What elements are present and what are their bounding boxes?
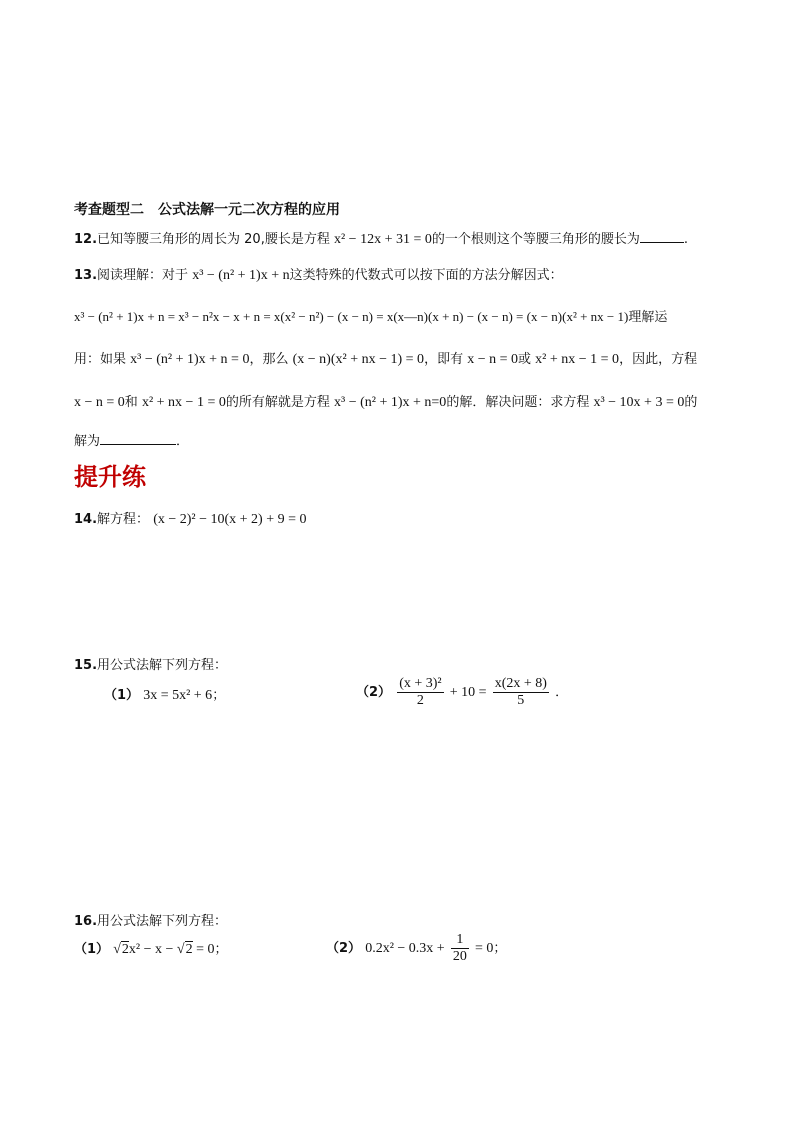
question-text: 解方程： xyxy=(97,512,150,527)
equation-part: = 0 xyxy=(196,942,215,957)
fraction-denominator: 2 xyxy=(416,693,424,708)
equation: + 10 = xyxy=(449,685,487,700)
fraction-numerator: (x + 3)² xyxy=(399,676,442,691)
equation: (x − 2)² − 10(x + 2) + 9 = 0 xyxy=(153,512,307,527)
question-text: 和 xyxy=(124,395,138,410)
question-text: 用：如果 xyxy=(74,352,127,367)
fraction xyxy=(493,676,549,709)
question-number: 15. xyxy=(74,658,98,673)
sqrt-radicand: 2 xyxy=(121,942,129,957)
question-15-part-2 xyxy=(356,674,568,712)
equation: x² − 12x + 31 = 0 xyxy=(333,232,432,247)
fraction xyxy=(397,676,443,709)
question-16-part-2 xyxy=(326,930,506,968)
question-13-line-5 xyxy=(74,430,189,452)
punctuation: ． xyxy=(555,685,569,700)
question-text: 解为 xyxy=(74,434,101,449)
equation: √2x² − x − √2 = 0 xyxy=(113,942,215,957)
equation: x³ − (n² + 1)x + n = 0 xyxy=(130,352,250,367)
question-text: ，因此，方程 xyxy=(619,352,698,367)
part-label: （1） xyxy=(74,942,110,957)
punctuation: . xyxy=(683,232,689,247)
part-label: （2） xyxy=(356,685,392,700)
question-text: 的 xyxy=(684,395,698,410)
question-14 xyxy=(74,510,307,530)
question-text: 的解．解决问题：求方程 xyxy=(446,395,590,410)
question-text: 已知等腰三角形的周长为 20,腰长是方程 xyxy=(97,232,330,247)
equation-part: = 0 xyxy=(474,941,494,956)
question-number: 12. xyxy=(74,232,98,247)
question-13-line-2 xyxy=(74,307,667,328)
answer-blank[interactable] xyxy=(640,228,684,243)
part-label: （2） xyxy=(326,941,362,956)
question-text: 的所有解就是方程 xyxy=(225,395,330,410)
equation-part: x² − x − xyxy=(128,942,174,957)
section-title: 考查题型二 公式法解一元二次方程的应用 xyxy=(74,202,340,218)
equation: 3x = 5x² + 6 xyxy=(143,688,213,703)
question-15-part-1 xyxy=(104,686,225,706)
fraction-numerator: 1 xyxy=(451,932,469,949)
derivation: x³ − (n² + 1)x + n = x³ − n²x − x + n = x(x² − n²) − (x − n) = x(x—n)(x + n) − (x − n) = (x − n)(x² + nx − 1) xyxy=(74,309,629,324)
part-label: （1） xyxy=(104,688,140,703)
question-13-line-1 xyxy=(74,266,563,286)
question-text: ，即有 xyxy=(424,352,464,367)
question-text: 或 xyxy=(518,352,532,367)
expression: x³ − (n² + 1)x + n xyxy=(192,268,290,283)
equation: x³ − (n² + 1)x + n=0 xyxy=(334,395,447,410)
equation: x² + nx − 1 = 0 xyxy=(535,352,620,367)
question-number: 16. xyxy=(74,914,98,929)
equation: x³ − 10x + 3 = 0 xyxy=(593,395,685,410)
question-16 xyxy=(74,912,227,932)
question-16-part-1 xyxy=(74,940,227,960)
question-text: 的一个根则这个等腰三角形的腰长为 xyxy=(431,232,640,247)
punctuation: ； xyxy=(493,941,507,956)
question-text: 用公式法解下列方程： xyxy=(97,658,228,673)
fraction xyxy=(451,932,469,965)
fraction-numerator: x(2x + 8) xyxy=(494,676,547,691)
equation: x² + nx − 1 = 0 xyxy=(141,395,226,410)
equation: x − n = 0 xyxy=(74,395,125,410)
equation: x − n = 0 xyxy=(467,352,519,367)
answer-blank[interactable] xyxy=(100,430,176,445)
question-text: ，那么 xyxy=(249,352,289,367)
sqrt-radicand: 2 xyxy=(185,942,193,957)
question-13-line-3 xyxy=(74,350,697,370)
equation-part: 0.2x² − 0.3x + xyxy=(365,941,445,956)
question-12 xyxy=(74,228,688,250)
question-text: 阅读理解：对于 xyxy=(97,268,189,283)
question-text: 理解运 xyxy=(628,310,668,325)
punctuation: ； xyxy=(212,688,226,703)
question-15 xyxy=(74,656,227,676)
question-number: 13. xyxy=(74,268,98,283)
question-number: 14. xyxy=(74,512,98,527)
question-13-line-4 xyxy=(74,393,697,413)
fraction-denominator: 20 xyxy=(452,949,467,964)
question-text: 用公式法解下列方程： xyxy=(97,914,228,929)
question-text: 这类特殊的代数式可以按下面的方法分解因式： xyxy=(289,268,563,283)
fraction-denominator: 5 xyxy=(517,693,525,708)
equation: (x − n)(x² + nx − 1) = 0 xyxy=(292,352,425,367)
upgrade-title: 提升练 xyxy=(74,463,146,491)
punctuation: ． xyxy=(176,434,190,449)
punctuation: ； xyxy=(214,942,228,957)
